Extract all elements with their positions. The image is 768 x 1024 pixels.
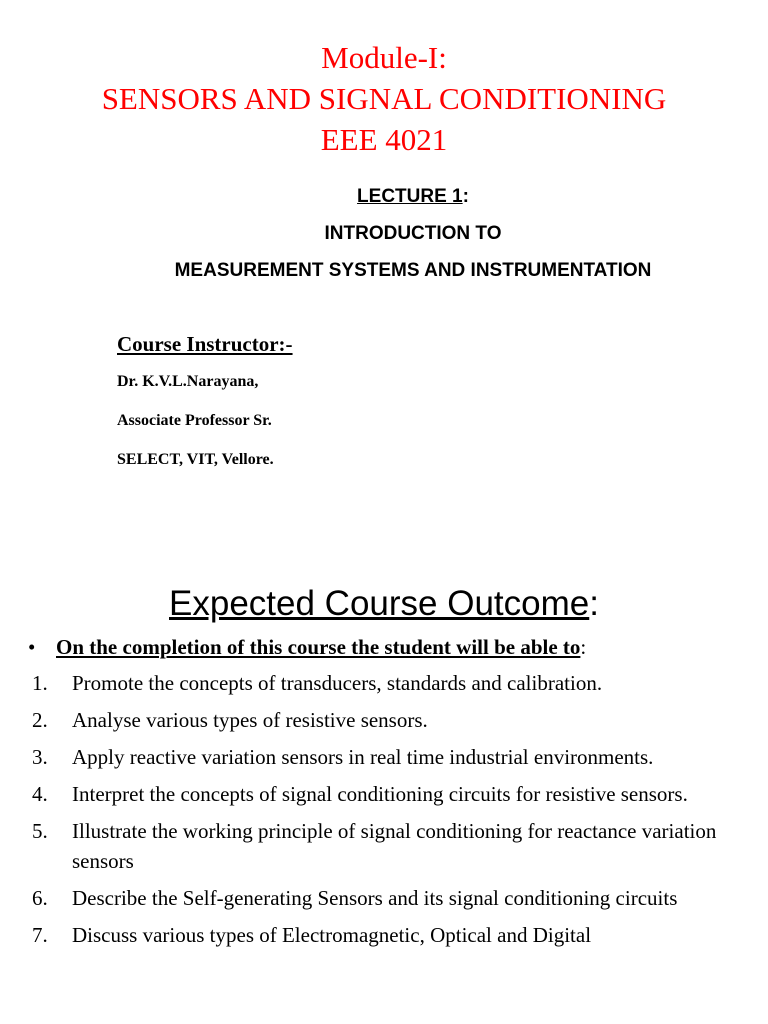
- module-title-line: Module-I:: [321, 40, 447, 75]
- instructor-name: Dr. K.V.L.Narayana,: [117, 373, 259, 390]
- bullet-icon: •: [28, 635, 36, 659]
- outcome-intro-colon: :: [580, 635, 587, 659]
- instructor-info: [117, 330, 293, 479]
- instructor-designation: Associate Professor Sr.: [117, 412, 272, 429]
- list-item: [0, 883, 768, 913]
- list-item-text: Promote the concepts of transducers, standards and calibration.: [72, 671, 603, 695]
- list-item-number: 1.: [32, 671, 48, 695]
- course-code-line: EEE 4021: [320, 122, 448, 157]
- list-item-number: 5.: [32, 819, 48, 843]
- lecture-heading: [0, 178, 768, 289]
- list-item: [0, 705, 768, 735]
- lecture-label-line: [0, 178, 768, 215]
- list-item-number: 4.: [32, 782, 48, 806]
- course-name-line: SENSORS AND SIGNAL CONDITIONING: [101, 81, 667, 116]
- list-item-text: Illustrate the working principle of signal conditioning for reactance variation sensors: [72, 819, 717, 873]
- list-item-text: Apply reactive variation sensors in real time industrial environments.: [72, 745, 654, 769]
- list-item-number: 2.: [32, 708, 48, 732]
- outcome-slide: [0, 556, 768, 1024]
- list-item: [0, 816, 768, 876]
- instructor-heading: Course Instructor:-: [117, 332, 293, 356]
- list-item-number: 7.: [32, 923, 48, 947]
- instructor-affiliation: SELECT, VIT, Vellore.: [117, 451, 274, 468]
- list-item: [0, 779, 768, 809]
- outcome-heading: [0, 578, 768, 630]
- outcome-heading-colon: :: [589, 584, 599, 623]
- list-item-number: 6.: [32, 886, 48, 910]
- list-item-text: Interpret the concepts of signal conditioning circuits for resistive sensors.: [72, 782, 688, 806]
- list-item: [0, 920, 768, 950]
- list-item-text: Discuss various types of Electromagnetic, Optical and Digital: [72, 923, 592, 947]
- outcome-intro: [28, 632, 586, 662]
- list-item: [0, 668, 768, 698]
- outcome-intro-text: On the completion of this course the student will be able to: [56, 635, 581, 659]
- lecture-subtitle-line: INTRODUCTION TO: [324, 223, 502, 244]
- lecture-subtitle-line: MEASUREMENT SYSTEMS AND INSTRUMENTATION: [174, 260, 652, 281]
- lecture-label: LECTURE 1: [357, 186, 463, 207]
- list-item: [0, 742, 768, 772]
- module-title: [0, 37, 768, 160]
- lecture-colon: :: [462, 186, 469, 207]
- list-item-number: 3.: [32, 745, 48, 769]
- outcome-list: [0, 668, 768, 957]
- list-item-text: Describe the Self-generating Sensors and its signal conditioning circuits: [72, 886, 678, 910]
- list-item-text: Analyse various types of resistive sensors.: [72, 708, 428, 732]
- outcome-heading-text: Expected Course Outcome: [169, 584, 590, 623]
